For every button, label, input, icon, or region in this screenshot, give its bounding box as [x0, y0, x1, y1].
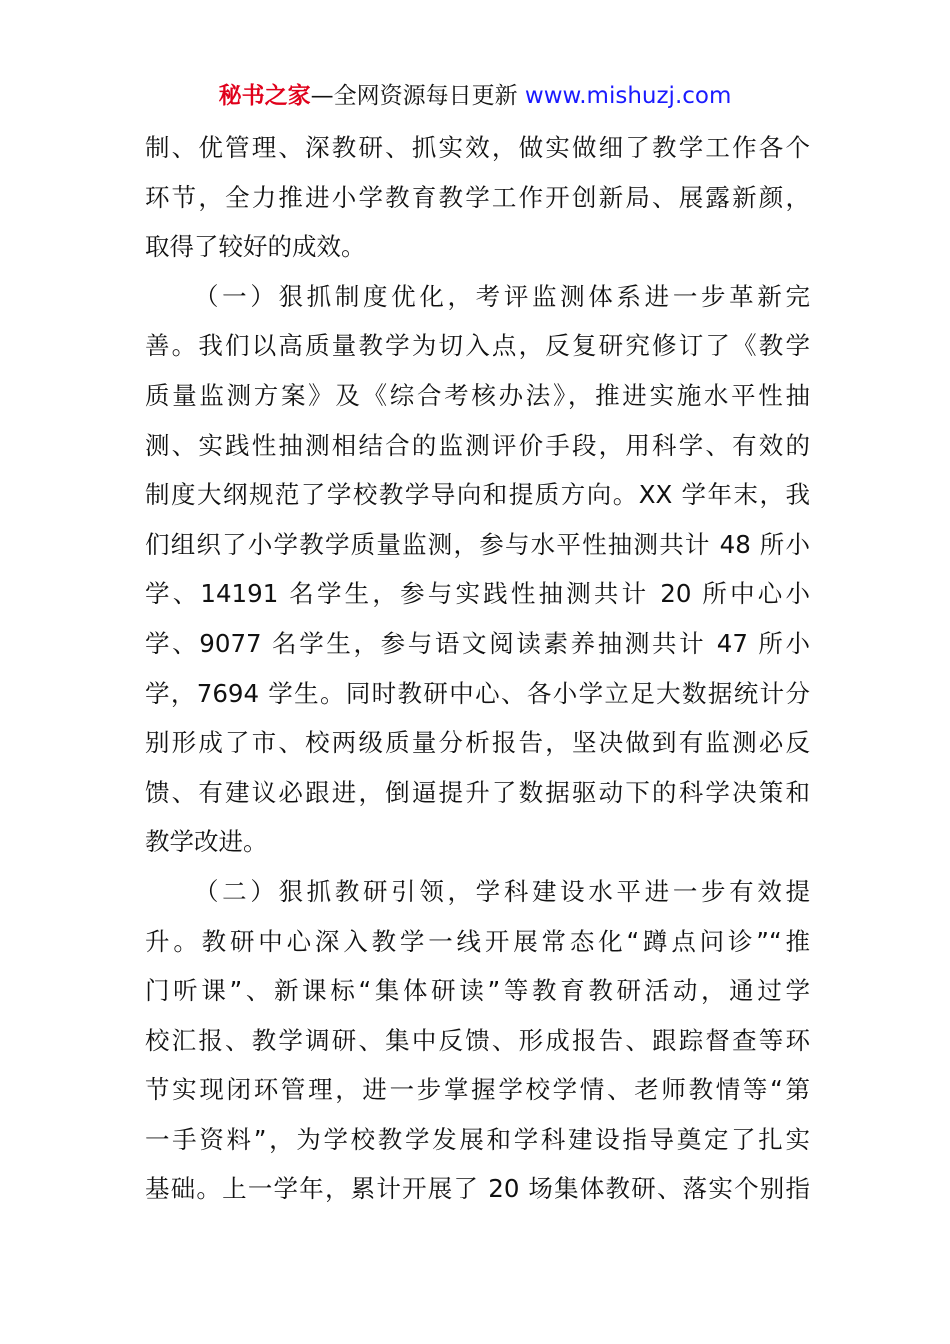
- text-line: 节实现闭环管理，进一步掌握学校学情、老师教情等“第: [145, 1075, 810, 1105]
- text-line: 制度大纲规范了学校教学导向和提质方向。XX 学年末，我: [145, 480, 810, 510]
- text-line: 升。教研中心深入教学一线开展常态化“蹲点问诊”“推: [145, 926, 810, 956]
- site-header: [0, 80, 950, 112]
- text-line: 制、优管理、深教研、抓实效，做实做细了教学工作各个: [145, 133, 810, 162]
- text-line: 质量监测方案》及《综合考核办法》，推进实施水平性抽: [145, 380, 810, 410]
- text-line: 教学改进。: [145, 827, 268, 857]
- text-line: 馈、有建议必跟进，倒逼提升了数据驱动下的科学决策和: [145, 777, 810, 807]
- text-line: 测、实践性抽测相结合的监测评价手段，用科学、有效的: [145, 430, 810, 460]
- text-line: 善。我们以高质量教学为切入点，反复研究修订了《教学: [145, 331, 810, 361]
- text-line: 环节，全力推进小学教育教学工作开创新局、展露新颜，: [145, 182, 810, 212]
- text-line: 门听课”、新课标“集体研读”等教育教研活动，通过学: [145, 976, 810, 1006]
- text-line: （二）狠抓教研引领，学科建设水平进一步有效提: [194, 876, 810, 906]
- text-line: 取得了较好的成效。: [145, 232, 366, 262]
- text-line: 学、9077 名学生，参与语文阅读素养抽测共计 47 所小: [145, 628, 810, 658]
- text-line: 校汇报、教学调研、集中反馈、形成报告、跟踪督查等环: [145, 1025, 810, 1055]
- text-line: 学，7694 学生。同时教研中心、各小学立足大数据统计分: [145, 678, 810, 708]
- document-body: [145, 123, 810, 1214]
- text-line: 一手资料”，为学校教学发展和学科建设指导奠定了扎实: [145, 1124, 810, 1154]
- text-line: 们组织了小学教学质量监测，参与水平性抽测共计 48 所小: [145, 529, 810, 559]
- text-line: 基础。上一学年，累计开展了 20 场集体教研、落实个别指: [145, 1174, 810, 1204]
- site-brand: 秘书之家: [218, 83, 311, 109]
- text-line: 学、14191 名学生，参与实践性抽测共计 20 所中心小: [145, 579, 810, 609]
- text-line: （一）狠抓制度优化，考评监测体系进一步革新完: [194, 281, 810, 311]
- site-tagline: —全网资源每日更新: [310, 83, 525, 109]
- text-line: 别形成了市、校两级质量分析报告，坚决做到有监测必反: [145, 728, 810, 758]
- site-url[interactable]: www.mishuzj.com: [524, 83, 732, 109]
